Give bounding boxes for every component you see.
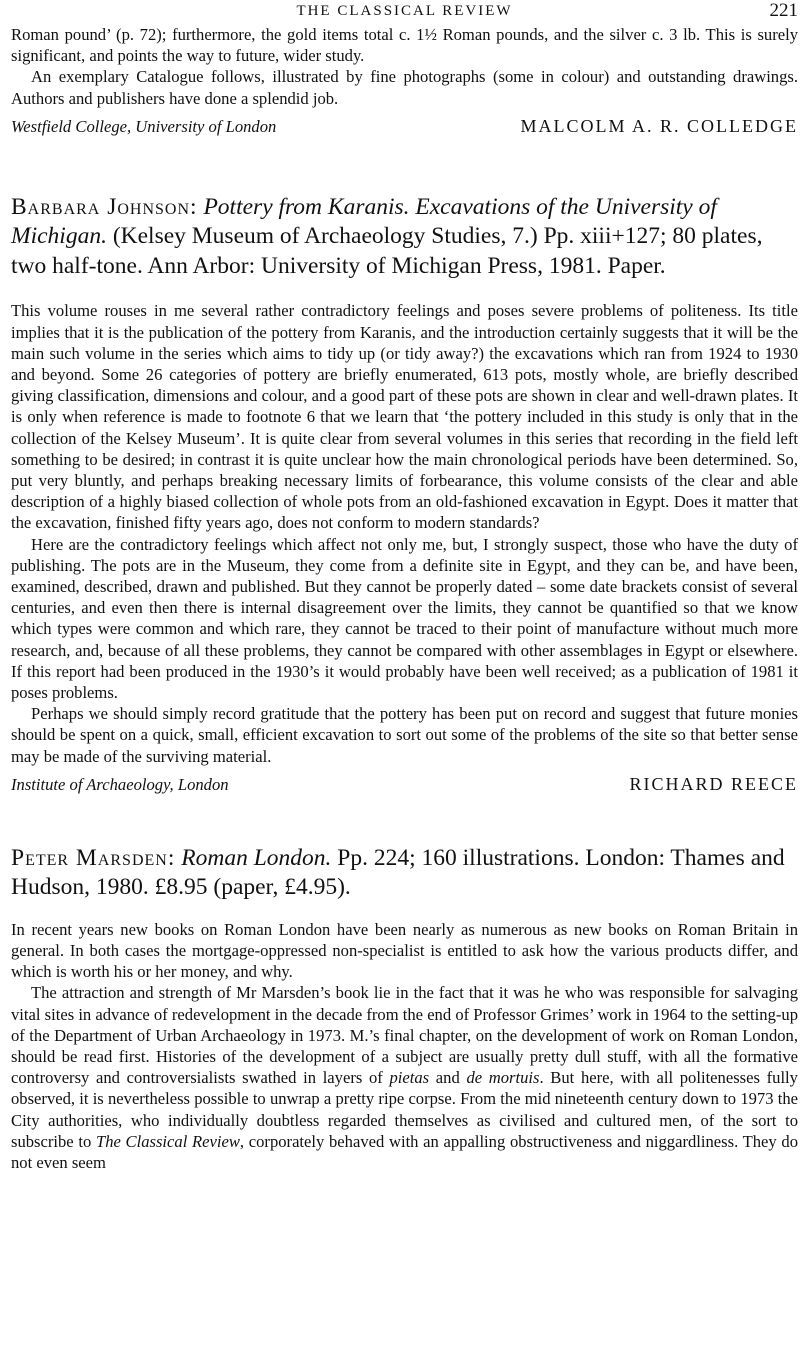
review2-paragraph-2: Here are the contradictory feelings which affect not only me, but, I strongly suspect, those who have the duty of publishing. The pots are in the Museum, they come from a definite site in Egypt, and they can be, and have been, examined, described, drawn and published. But they cannot be properly dated – some date brackets consist of several centuries, and even then there is internal disagreement over the limits, they cannot be quantified so that we know which types were common and which rare, they cannot be traced to their point of manufacture without much more research, and, because of all these problems, they cannot be compared with other assemblages in Egypt or elsewhere. If this report had been produced in the 1930’s it would probably have been well received; as a publication of 1981 it poses problems. <box>11 534 798 702</box>
review2-signature <box>11 773 798 796</box>
review2-author: Barbara Johnson: <box>11 193 198 220</box>
review1-paragraph-2: An exemplary Catalogue follows, illustrated by fine photographs (some in colour) and outstanding drawings. Authors and publishers have done a splendid job. <box>11 67 798 108</box>
review2-institution: Institute of Archaeology, London <box>11 774 229 794</box>
running-head <box>11 0 798 24</box>
review2-heading <box>11 193 798 282</box>
review2-paragraph-1: This volume rouses in me several rather contradictory feelings and poses severe problems of politeness. Its title implies that it is the publication of the pottery from Karanis, and the introduction certainly suggests that it will be the main such volume in the series which aims to tidy up (or tidy away?) the excavations which ran from 1924 to 1930 and beyond. Some 26 categories of pottery are briefly enumerated, 613 pots, mostly whole, are briefly described giving classification, dimensions and colour, and a good part of these pots are shown in clear and well-drawn plates. It is only when reference is made to footnote 6 that we learn that ‘the pottery included in this study is only that in the collection of the Kelsey Museum’. It is quite clear from several volumes in this series that recording in the field left something to be desired; in contrast it is quite unclear how the main chronological periods have been determined. So, put very bluntly, and perhaps breaking necessary limits of forbearance, this volume consists of the clear and able description of a highly biased collection of whole pots from an old-fashioned excavation in Egypt. Does it matter that the excavation, finished fifty years ago, does not conform to modern standards? <box>11 301 798 533</box>
review-marsden <box>11 844 798 1173</box>
review3-details: Pp. 224; 160 illustrations. London: Thames and Hudson, 1980. £8.95 (paper, £4.95). <box>11 844 785 901</box>
review1-reviewer: MALCOLM A. R. COLLEDGE <box>520 115 798 136</box>
review2-title: Pottery from Karanis. Excavations of the University of Michigan. <box>11 193 717 250</box>
review1-signature <box>11 115 798 138</box>
review1-institution: Westfield College, University of London <box>11 116 277 136</box>
review-johnson <box>11 193 798 796</box>
review3-p2-text-a: The attraction and strength of Mr Marsden’s book lie in the fact that it was he who was responsible for salvaging vital sites in advance of redevelopment in the decade from the end of Professor Grimes’ work in 1964 to the setting-up of the Department of Urban Archaeology in 1973. M.’s final chapter, on the development of work on Roman London, should be read first. Histories of the development of a subject are usually pretty dull stuff, with all the formative controversy and controversialists swathed in layers of <box>11 983 798 1088</box>
review3-p2-text-and: and <box>435 1068 460 1088</box>
review3-heading <box>11 844 798 903</box>
page-number: 221 <box>769 0 798 21</box>
review3-paragraph-1: In recent years new books on Roman London have been nearly as numerous as new books on Roman Britain in general. In both cases the mortgage-oppressed non-specialist is entitled to ask how the various products differ, and which is worth his or her money, and why. <box>11 919 798 982</box>
review3-p2-text-b: . But here, with all politenesses fully observed, it is nevertheless possible to unwrap a pretty ripe corpse. From the mid nineteenth century down to 1973 the City authorities, who individually doubtless regarded themselves as civilised and cultured men, of the sort to subscribe to <box>11 1068 798 1151</box>
review3-author: Peter Marsden: <box>11 844 176 871</box>
review3-p2-italic-pietas: pietas <box>389 1068 430 1088</box>
review-colledge <box>11 24 798 138</box>
review3-title: Roman London. <box>181 844 332 871</box>
journal-title: THE CLASSICAL REVIEW <box>296 3 513 19</box>
review2-paragraph-3: Perhaps we should simply record gratitude that the pottery has been put on record and suggest that future monies should be spent on a quick, small, efficient excavation to sort out some of the problems of the site so that better sense may be made of the surviving material. <box>11 704 798 766</box>
review2-details: (Kelsey Museum of Archaeology Studies, 7.) Pp. xiii+127; 80 plates, two half-tone. Ann Arbor: University of Michigan Press, 1981. Paper. <box>11 223 763 279</box>
journal-page <box>11 0 798 1173</box>
review3-paragraph-2 <box>11 982 798 1173</box>
review2-reviewer: RICHARD REECE <box>629 773 798 794</box>
review3-p2-italic-de-mortuis: de mortuis <box>466 1068 540 1088</box>
review3-p2-text-c: , corporately behaved with an appalling obstructiveness and niggardliness. They do not even seem <box>11 1131 798 1173</box>
review3-p2-italic-journal: The Classical Review <box>95 1131 240 1151</box>
review1-paragraph-1: Roman pound’ (p. 72); furthermore, the gold items total c. 1½ Roman pounds, and the silver c. 3 lb. This is surely significant, and points the way to future, wider study. <box>11 25 798 66</box>
